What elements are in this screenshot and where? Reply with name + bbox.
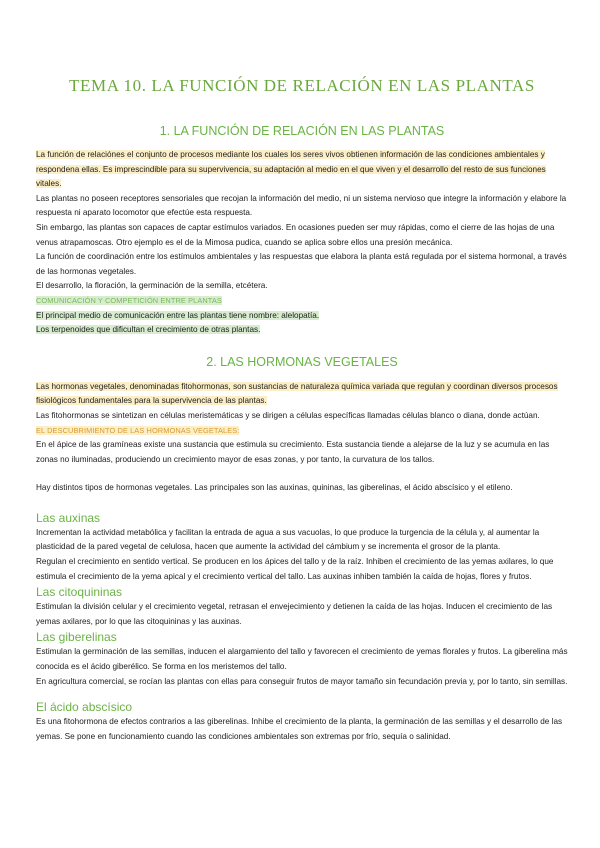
section-body-funcion-relacion: [36, 148, 568, 338]
paragraph: En el ápice de las gramíneas existe una sustancia que estimula su crecimiento. Esta sustancia tiende a alejarse de la luz y se acumula en las zonas no iluminadas, produciendo un crecimiento mayor de esas zonas, y por tanto, la curvatura de los tallos.: [36, 440, 550, 464]
subsection-label: EL DESCUBRIMIENTO DE LAS HORMONAS VEGETALES:: [36, 425, 240, 435]
paragraph: En agricultura comercial, se rocían las plantas con ellas para conseguir frutos de mayor tamaño sin fecundación previa y, por lo tanto, sin semillas.: [36, 676, 568, 686]
paragraph: El desarrollo, la floración, la germinación de la semilla, etcétera.: [36, 281, 268, 291]
paragraph: La función de coordinación entre los estímulos ambientales y las respuestas que elabora la planta está regulada por el sistema hormonal, a través de las hormonas vegetales.: [36, 252, 567, 276]
highlighted-text: La función de relaciónes el conjunto de procesos mediante los cuales los seres vivos obtienen información de las condiciones ambientales y respondena ellas. Es imprescindible para su supervivencia, su adaptación al medio en el que viven y el desarrollo del resto de sus funciones vitales.: [36, 150, 546, 189]
paragraph: Es una fitohormona de efectos contrarios a las giberelinas. Inhibe el crecimiento de la planta, la germinación de las semillas y el desarrollo de las yemas. Se pone en funcionamiento cuando las condiciones ambientales son extremas por frío, sequía o salinidad.: [36, 717, 563, 741]
paragraph: [36, 148, 568, 192]
paragraph: Las plantas no poseen receptores sensoriales que recojan la información del medio, ni un sistema nervioso que integre la información y elabore la respuesta ni aparato locomotor que efectúe esta respuesta.: [36, 193, 567, 218]
page-title: TEMA 10. LA FUNCIÓN DE RELACIÓN EN LAS PLANTAS: [69, 76, 535, 95]
paragraph: Regulan el crecimiento en sentido vertical. Se producen en los ápices del tallo y de la raíz. Inhiben el crecimiento de las yemas axilares, lo que estimula el crecimiento de la yema apical y el crecimiento vertical del tallo. Las auxinas inhiben también la caída de hojas, flores y frutos.: [36, 557, 554, 581]
paragraph: Las fitohormonas se sintetizan en células meristemáticas y se dirigen a células específicas llamadas células blanco o diana, donde actúan.: [36, 410, 540, 420]
paragraph: Sin embargo, las plantas son capaces de captar estímulos variados. En ocasiones pueden ser muy rápidas, como el cierre de las hojas de una venus atrapamoscas. Otro ejemplo es el de la Mimosa pudica, cuando se aplica sobre ellos una presión mecánica.: [36, 222, 555, 247]
subsection-label: COMUNICACIÓN Y COMPETICIÓN ENTRE PLANTAS: [36, 295, 222, 305]
paragraph: Estimulan la germinación de las semillas, inducen el alargamiento del tallo y favorecen el crecimiento de yemas florales y frutos. La giberelina más conocida es el ácido giberélico. Se forma en los meristemos del tallo.: [36, 647, 568, 672]
heading-giberelinas: Las giberelinas: [36, 630, 117, 645]
section-heading-funcion-relacion: 1. LA FUNCIÓN DE RELACIÓN EN LAS PLANTAS: [159, 124, 445, 138]
heading-auxinas: Las auxinas: [36, 510, 101, 525]
paragraph: Estimulan la división celular y el crecimiento vegetal, retrasan el envejecimiento y detienen la caída de las hojas. Inducen el crecimiento de las yemas axilares, por lo que las citoquininas y las auxinas.: [36, 602, 553, 626]
paragraph: [36, 424, 568, 439]
paragraph: [36, 323, 568, 338]
paragraph: [36, 380, 568, 409]
section-heading-hormonas: 2. LAS HORMONAS VEGETALES: [206, 354, 398, 369]
paragraph: Incrementan la actividad metabólica y facilitan la entrada de agua a sus vacuolas, lo que produce la turgencia de la célula y, al aumentar la plasticidad de la pared vegetal de celulosa, hacen que aumente la actividad del cámbium y se incrementa el grosor de la planta.: [36, 527, 540, 552]
highlighted-text: Las hormonas vegetales, denominadas fitohormonas, son sustancias de naturaleza química variada que regulan y coordinan diversos procesos fisiológicos fundamentales para la supervivencia de las plantas.: [36, 381, 558, 406]
heading-acido-abscisico: El ácido abscísico: [36, 700, 133, 715]
highlighted-text: Los terpenoides que dificultan el crecimiento de otras plantas.: [36, 325, 261, 335]
paragraph: [36, 294, 568, 309]
paragraph: Hay distintos tipos de hormonas vegetales. Las principales son las auxinas, quininas, las giberelinas, el ácido abscísico y el etileno.: [36, 483, 513, 493]
paragraph: [36, 309, 568, 324]
section-body-hormonas: [36, 380, 568, 496]
highlighted-text: El principal medio de comunicación entre las plantas tiene nombre: alelopatía.: [36, 310, 320, 320]
heading-citoquininas: Las citoquininas: [36, 585, 123, 600]
